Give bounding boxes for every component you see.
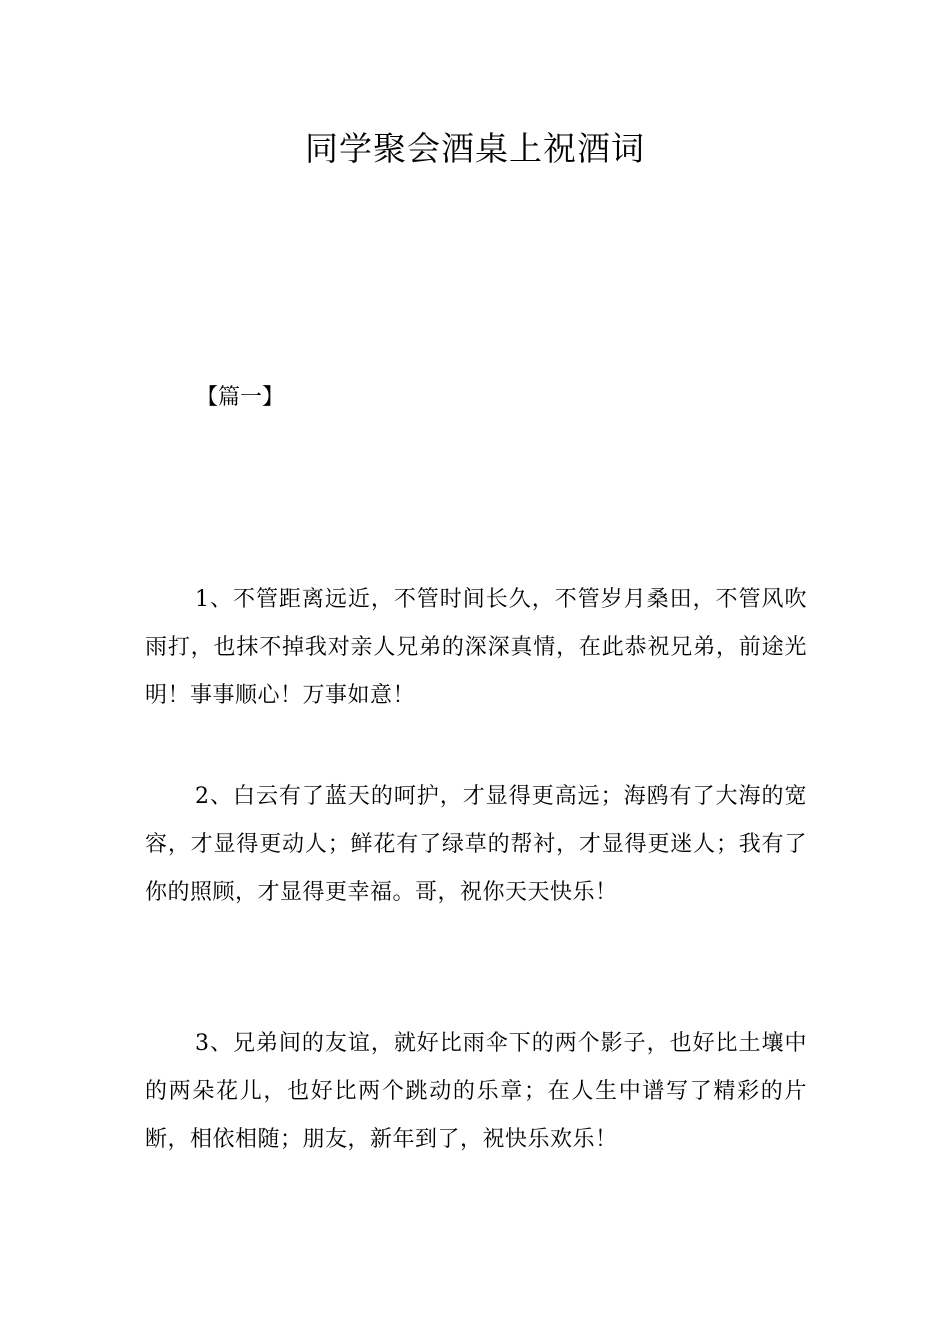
paragraph-3: 3、兄弟间的友谊，就好比雨伞下的两个影子，也好比土壤中的两朵花儿，也好比两个跳动的乐章；在人生中谱写了精彩的片断，相依相随；朋友，新年到了，祝快乐欢乐！ <box>145 1031 807 1152</box>
document-title: 同学聚会酒桌上祝酒词 <box>305 129 645 168</box>
paragraph-1: 1、不管距离远近，不管时间长久，不管岁月桑田，不管风吹雨打，也抹不掉我对亲人兄弟的深深真情，在此恭祝兄弟，前途光明！事事顺心！万事如意！ <box>145 587 807 708</box>
paragraph-2: 2、白云有了蓝天的呵护，才显得更高远；海鸥有了大海的宽容，才显得更动人；鲜花有了绿草的帮衬，才显得更迷人；我有了你的照顾，才显得更幸福。哥，祝你天天快乐！ <box>145 784 807 905</box>
section-heading: 【篇一】 <box>196 385 285 410</box>
